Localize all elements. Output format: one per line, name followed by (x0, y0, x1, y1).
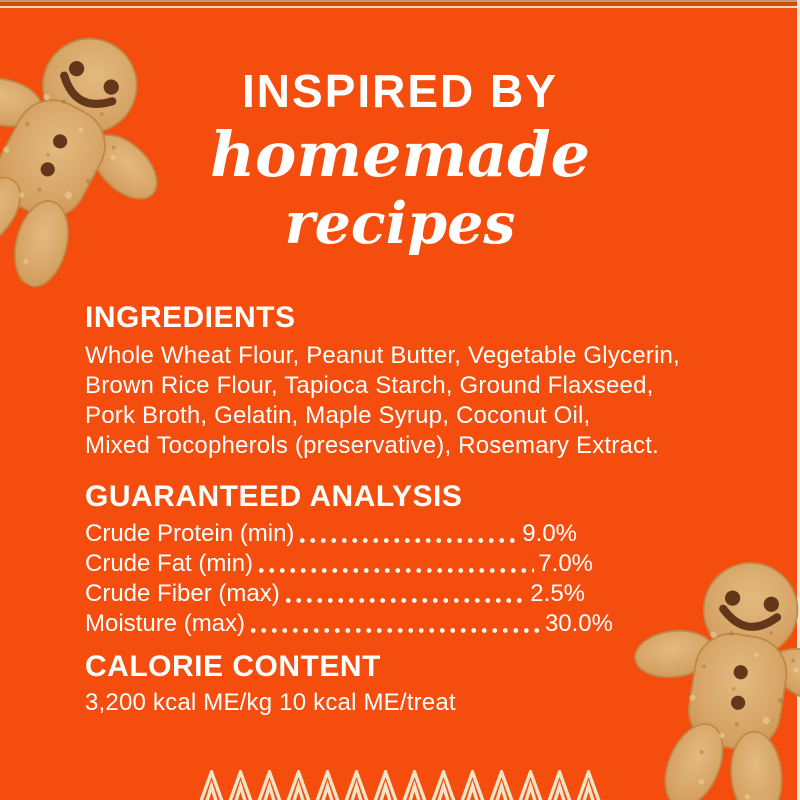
ingredients-text (85, 341, 680, 461)
ingredients-line: Brown Rice Flour, Tapioca Starch, Ground Flaxseed, (85, 372, 654, 399)
analysis-value: 30.0% (544, 610, 613, 637)
analysis-row (85, 519, 577, 549)
dot-leader (283, 597, 527, 604)
dot-leader (248, 627, 541, 634)
dot-leader (256, 567, 534, 574)
analysis-value: 7.0% (538, 550, 593, 577)
analysis-label: Crude Fiber (max) (85, 580, 280, 607)
ingredients-line: Mixed Tocopherols (preservative), Rosemary Extract. (85, 432, 659, 459)
guaranteed-analysis-table (85, 519, 613, 639)
gingerbread-cookie-bottom-right (611, 537, 800, 800)
zigzag-border (197, 770, 603, 800)
hero-script-recipes: recipes (284, 190, 516, 257)
analysis-row (85, 609, 613, 639)
analysis-label: Crude Protein (min) (85, 520, 295, 547)
package-top-edge (0, 0, 800, 8)
calorie-content-heading: CALORIE CONTENT (85, 650, 381, 683)
calorie-content-text: 3,200 kcal ME/kg 10 kcal ME/treat (85, 689, 456, 716)
analysis-row (85, 549, 593, 579)
ingredients-line: Whole Wheat Flour, Peanut Butter, Vegetable Glycerin, (85, 342, 680, 369)
analysis-value: 9.0% (522, 520, 577, 547)
guaranteed-analysis-heading: GUARANTEED ANALYSIS (85, 480, 463, 513)
hero-script-homemade: homemade (209, 118, 591, 191)
ingredients-heading: INGREDIENTS (85, 301, 296, 334)
dot-leader (297, 537, 518, 544)
hero-title: INSPIRED BY (242, 65, 558, 117)
ingredients-line: Pork Broth, Gelatin, Maple Syrup, Coconut Oil, (85, 402, 591, 429)
analysis-label: Crude Fat (min) (85, 550, 254, 577)
analysis-row (85, 579, 585, 609)
analysis-value: 2.5% (530, 580, 585, 607)
analysis-label: Moisture (max) (85, 610, 246, 637)
